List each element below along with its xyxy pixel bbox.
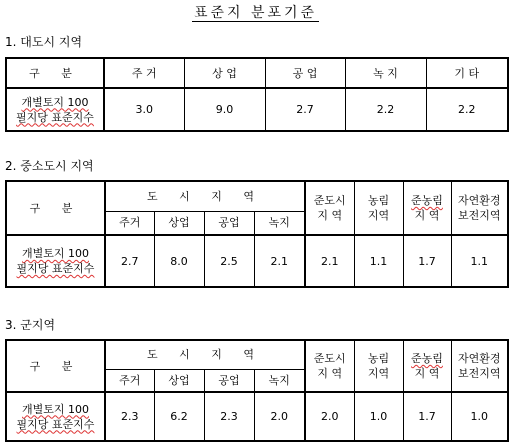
row-label-line-1 (7, 402, 104, 417)
row-label-text: 개별토지 100 (22, 247, 89, 260)
sub-col-header: 주거 (105, 369, 154, 392)
value-cell: 2.5 (204, 235, 254, 287)
header-line: 보전지역 (457, 209, 501, 222)
group-header-text: 도 시 지 역 (147, 189, 263, 203)
sub-col-header: 녹지 (254, 369, 305, 392)
section-1-heading: 1. 대도시 지역 (5, 35, 83, 49)
header-line: 자연환경 (457, 194, 501, 207)
header-line: 자연환경 (457, 352, 501, 365)
side-col-header (451, 181, 508, 235)
group-header (105, 340, 305, 369)
section-3-heading: 3. 군지역 (5, 318, 56, 332)
row-label-line-2 (7, 110, 103, 125)
side-col-header (354, 181, 403, 235)
sub-col-header: 상업 (154, 211, 204, 235)
row-label-line-1 (7, 246, 104, 261)
col-header: 기 타 (426, 58, 508, 88)
table-metropolitan (5, 57, 509, 132)
sub-col-header: 주거 (105, 211, 154, 235)
header-line: 준도시 (313, 194, 346, 207)
side-col-header (305, 181, 354, 235)
col-header: 녹 지 (345, 58, 426, 88)
table-midsize-city (5, 180, 509, 288)
value-cell: 3.0 (104, 88, 184, 131)
sub-col-header: 공업 (204, 211, 254, 235)
row-label-text: 개별토지 100 (22, 402, 89, 416)
col-header: 상 업 (184, 58, 265, 88)
header-line: 지역 (367, 367, 390, 380)
header-line: 지 역 (317, 209, 343, 222)
header-label: 구 분 (29, 66, 81, 80)
header-line-text: 준농림 (411, 194, 443, 207)
side-col-header (305, 340, 354, 392)
side-col-header (403, 181, 451, 235)
header-line: 지 역 (414, 209, 440, 222)
side-col-header (451, 340, 508, 392)
header-label: 구 분 (29, 201, 82, 215)
header-line: 준도시 (313, 352, 346, 365)
value-cell: 1.0 (451, 392, 508, 441)
header-label-cell (6, 340, 105, 392)
value-cell: 2.0 (254, 392, 305, 441)
row-label-text: 필지당 표준지수 (16, 417, 95, 431)
header-line: 지 역 (317, 367, 343, 380)
value-cell: 2.1 (254, 235, 305, 287)
sub-col-header: 녹지 (254, 211, 305, 235)
value-cell: 9.0 (184, 88, 265, 131)
value-cell: 2.2 (345, 88, 426, 131)
row-label-text: 필지당 표준지수 (16, 262, 95, 275)
header-line: 지 역 (414, 367, 440, 380)
header-label-cell (6, 58, 104, 88)
page-title (0, 2, 511, 22)
header-line: 지역 (367, 209, 390, 222)
header-line: 농림 (367, 194, 390, 207)
value-cell: 2.7 (105, 235, 154, 287)
header-label: 구 분 (29, 359, 82, 373)
value-cell: 2.3 (204, 392, 254, 441)
value-cell: 8.0 (154, 235, 204, 287)
row-label-text: 개별토지 100 (21, 95, 89, 109)
sub-col-header: 상업 (154, 369, 204, 392)
value-cell: 1.7 (403, 392, 451, 441)
sub-col-header: 공업 (204, 369, 254, 392)
value-cell: 1.1 (451, 235, 508, 287)
row-label (6, 235, 105, 287)
side-col-header (354, 340, 403, 392)
value-cell: 1.1 (354, 235, 403, 287)
col-header: 주 거 (104, 58, 184, 88)
header-line: 농림 (367, 352, 390, 365)
row-label-text: 필지당 표준지수 (16, 110, 94, 124)
table-county (5, 339, 509, 442)
row-label (6, 88, 104, 131)
value-cell: 2.1 (305, 235, 354, 287)
value-cell: 2.0 (305, 392, 354, 441)
page-title-text: 표준지 분포기준 (193, 5, 318, 21)
value-cell: 6.2 (154, 392, 204, 441)
header-line: 보전지역 (457, 367, 501, 380)
row-label-line-2 (7, 261, 104, 276)
row-label-line-2 (7, 417, 104, 432)
section-2-heading: 2. 중소도시 지역 (5, 159, 94, 173)
row-label (6, 392, 105, 441)
value-cell: 1.7 (403, 235, 451, 287)
header-line-text: 준농림 (411, 352, 443, 365)
value-cell: 2.7 (265, 88, 345, 131)
group-header (105, 181, 305, 211)
col-header: 공 업 (265, 58, 345, 88)
value-cell: 1.0 (354, 392, 403, 441)
header-line (404, 351, 451, 366)
value-cell: 2.3 (105, 392, 154, 441)
header-line (404, 193, 451, 208)
side-col-header (403, 340, 451, 392)
header-label-cell (6, 181, 105, 235)
value-cell: 2.2 (426, 88, 508, 131)
group-header-text: 도 시 지 역 (147, 348, 263, 362)
row-label-line-1 (7, 95, 103, 110)
